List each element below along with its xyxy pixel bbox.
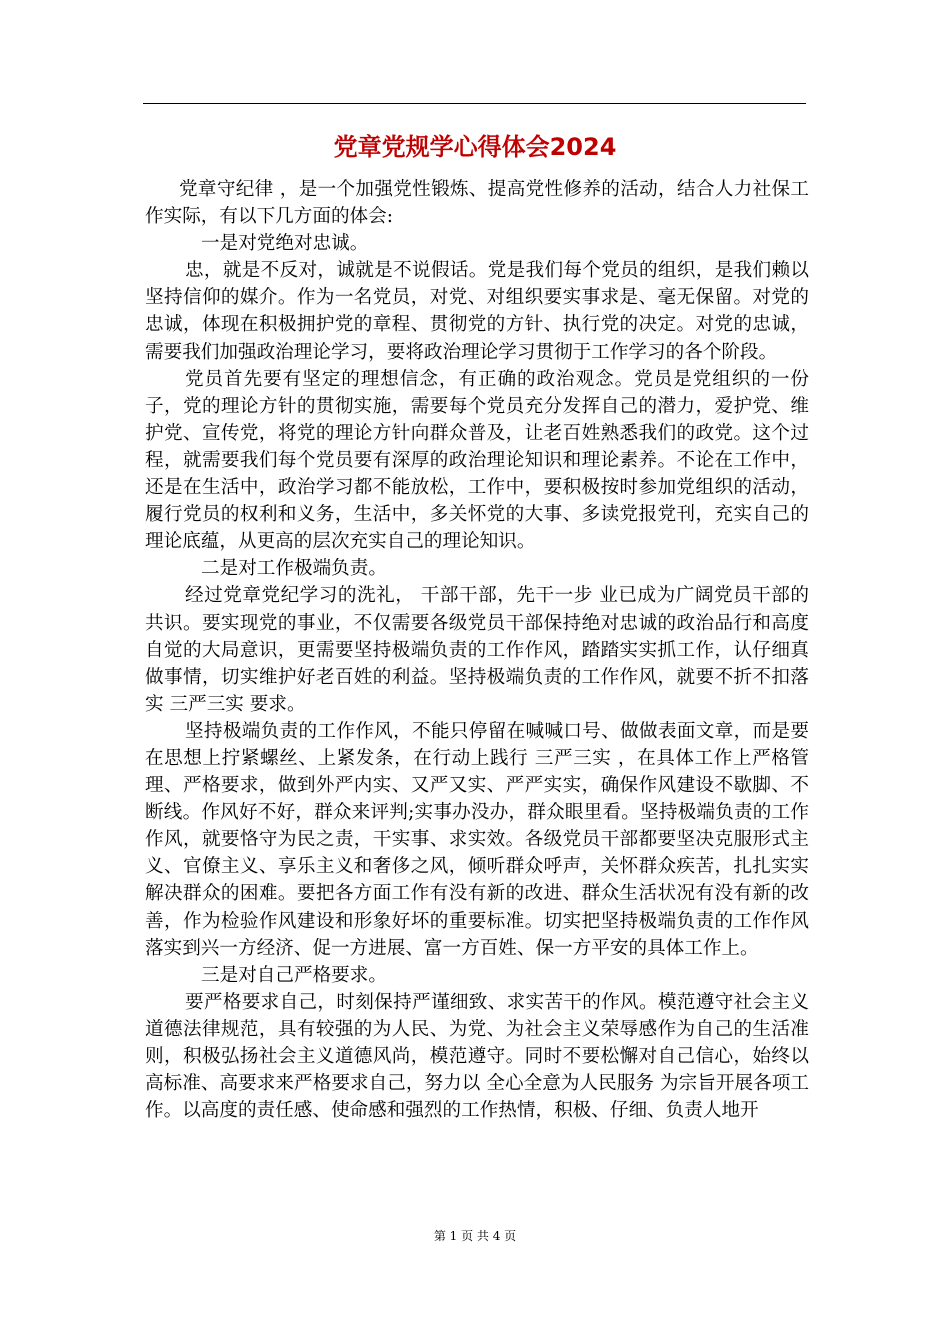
body-paragraph: 坚持极端负责的工作作风，不能只停留在喊喊口号、做做表面文章，而是要在思想上拧紧螺丝、上紧发条，在行动上践行 三严三实 ，在具体工作上严格管理、严格要求，做到外严内实、又严又实、严严实实，确保作风建设不歇脚、不断线。作风好不好，群众来评判;实事办没办，群众眼里看。坚持极端负责的工作作风，就要恪守为民之责，干实事、求实效。各级党员干部都要坚决克服形式主义、官僚主义、享乐主义和奢侈之风，倾听群众呼声，关怀群众疾苦，扎扎实实解决群众的困难。要把各方面工作有没有新的改进、群众生活状况有没有新的改善，作为检验作风建设和形象好坏的重要标准。切实把坚持极端负责的工作作风落实到兴一方经济、促一方进展、富一方百姓、保一方平安的具体工作上。 <box>145 720 809 959</box>
body-paragraph: 党员首先要有坚定的理想信念，有正确的政治观念。党员是党组织的一份子，党的理论方针的贯彻实施，需要每个党员充分发挥自己的潜力，爱护党、维护党、宣传党，将党的理论方针向群众普及，让老百姓熟悉我们的政党。这个过程，就需要我们每个党员要有深厚的政治理论知识和理论素养。不论在工作中，还是在生活中，政治学习都不能放松，工作中，要积极按时参加党组织的活动，履行党员的权利和义务，生活中，多关怀党的大事、多读党报党刊，充实自己的理论底蕴，从更高的层次充实自己的理论知识。 <box>145 368 809 553</box>
intro-paragraph: 党章守纪律 ，是一个加强党性锻炼、提高党性修养的活动，结合人力社保工作实际，有以下几方面的体会: <box>145 179 809 228</box>
body-paragraph: 要严格要求自己，时刻保持严谨细致、求实苦干的作风。模范遵守社会主义道德法律规范，具有较强的为人民、为党、为社会主义荣辱感作为自己的生活准则，积极弘扬社会主义道德风尚，模范遵守。同时不要松懈对自己信心，始终以高标准、高要求来严格要求自己，努力以 全心全意为人民服务 为宗旨开展各项工作。以高度的责任感、使命感和强烈的工作热情，积极、仔细、负责人地开 <box>145 991 809 1122</box>
page-number-footer: 第 1 页 共 4 页 <box>433 1229 517 1243</box>
document-body <box>145 176 809 1124</box>
body-paragraph: 忠，就是不反对，诚就是不说假话。党是我们每个党员的组织，是我们赖以坚持信仰的媒介。作为一名党员，对党、对组织要实事求是、毫无保留。对党的忠诚，体现在积极拥护党的章程、贯彻党的方针、执行党的决定。对党的忠诚，需要我们加强政治理论学习，要将政治理论学习贯彻于工作学习的各个阶段。 <box>145 260 809 363</box>
section-heading-3: 三是对自己严格要求。 <box>201 964 387 986</box>
header-rule <box>143 103 806 104</box>
section-heading-1: 一是对党绝对忠诚。 <box>201 233 369 255</box>
section-heading-2: 二是对工作极端负责。 <box>201 558 387 580</box>
document-title: 党章党规学心得体会2024 <box>333 133 617 161</box>
body-paragraph: 经过党章党纪学习的洗礼， 干部干部，先干一步 业已成为广阔党员干部的共识。要实现党的事业，不仅需要各级党员干部保持绝对忠诚的政治品行和高度自觉的大局意识，更需要坚持极端负责的工作作风，踏踏实实抓工作，认仔细真做事情，切实维护好老百姓的利益。坚持极端负责的工作作风，就要不折不扣落实 三严三实 要求。 <box>145 585 809 715</box>
